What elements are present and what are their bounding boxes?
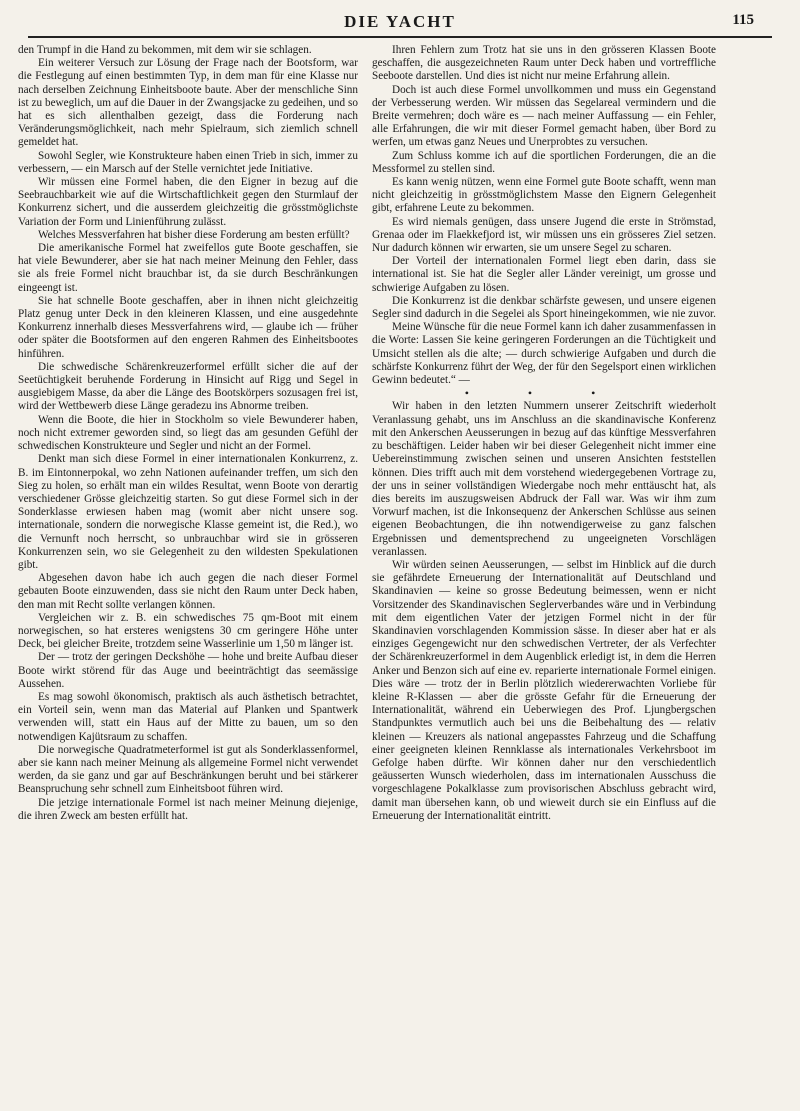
paragraph: Zum Schluss komme ich auf die sportlichen Forderungen, die an die Messformel zu stellen sind. <box>372 149 716 175</box>
paragraph: Die Konkurrenz ist die denkbar schärfste gewesen, und unsere eigenen Segler sind dadurch in die Segelei als Sport hineingekommen, wie nie zuvor. <box>372 294 716 321</box>
paragraph: Die norwegische Quadratmeterformel ist gut als Sonderklassenformel, aber sie kann nach meiner Meinung als allgemeine Formel nicht verwendet werden, da sie ganz und gar auf Beschränkungen beruht und bei stärkerer Beanspruchung sehr schnell zum Einheitsboot führen wird. <box>18 743 358 796</box>
paragraph: Es wird niemals genügen, dass unsere Jugend die erste in Strömstad, Grenaa oder im Flaekkefjord ist, wir müssen uns ein grösseres Ziel setzen. Nur dadurch können wir erwarten, sie um unsere Segel zu scharen. <box>372 215 716 255</box>
paragraph: Es kann wenig nützen, wenn eine Formel gute Boote schafft, wenn man nicht gleichzeitig in grösstmöglichstem Masse den Eignern Gelegenheit gibt, erfahrene Leute zu bekommen. <box>372 176 716 215</box>
paragraph: Die amerikanische Formel hat zweifellos gute Boote geschaffen, sie hat viele Bewunderer, aber sie hat nach meiner Meinung den Fehler, dass sie als freie Formel nicht brauchbar ist, da sie durch Beschränkungen eingeengt ist. <box>18 242 358 294</box>
paragraph: Die jetzige internationale Formel ist nach meiner Meinung diejenige, die ihren Zweck am besten erfüllt hat. <box>18 796 358 822</box>
paragraph: Die schwedische Schärenkreuzerformel erfüllt sicher die auf der Seetüchtigkeit beruhende Forderung in Hinsicht auf Rigg und Segel in ausgiebigem Masse, da aber die Länge des Bootskörpers sozusagen frei ist, wird der Wettbewerb diese Länge geradezu ins Abnorme treiben. <box>18 360 358 413</box>
section-separator: • • • <box>464 386 624 401</box>
running-title: DIE YACHT <box>344 12 456 31</box>
paragraph: Ein weiterer Versuch zur Lösung der Frage nach der Bootsform, war die Festlegung auf einen bestimmten Typ, in dem man für eine Klasse nur nach derselben Zeichnung Einheitsboote baute. Aber der menschliche Sinn ist zu beweglich, um auf die Dauer in der Zwangsjacke zu gedeihen, und so hat es sich allenthalben gezeigt, dass die Forderung nach Veränderungsmöglichkeit, nach mehr Spielraum, sich ziemlich schnell gemeldet hat. <box>18 57 358 149</box>
paragraph: Welches Messverfahren hat bisher diese Forderung am besten erfüllt? <box>38 228 350 241</box>
paragraph: Sie hat schnelle Boote geschaffen, aber in ihnen nicht gleichzeitig Platz genug unter Deck in den kleineren Klassen, und eine ausgedehnte Konkurrenz innerhalb dieses Messverfahrens wird, — glaube ich — früher oder später die Bootsformen auf den engeren Rahmen des Einheitsbootes hinführen. <box>18 294 358 360</box>
paragraph: Wir müssen eine Formel haben, die den Eigner in bezug auf die Seebrauchbarkeit wie auf die Wirtschaftlichkeit gegen den Sturmlauf der Konkurrenz sichert, und die ausserdem gleichzeitig die grösstmöglichste Variation der Form und Linienführung zulässt. <box>18 176 358 228</box>
paragraph: Der — trotz der geringen Deckshöhe — hohe und breite Aufbau dieser Boote wirkt störend für das Auge und beeinträchtigt das seemässige Aussehen. <box>18 651 358 690</box>
paragraph: Wir würden seinen Aeusserungen, — selbst im Hinblick auf die durch sie gefährdete Erneuerung der Internationalität auf Deutschland und Skandinavien — keine so grosse Bedeutung beimessen, wenn er nicht Vorsitzender des Skandinavischen Seglerverbandes wäre und in Verbindung mit dem eigentlichen Vater der jetzigen Formel nicht in der für Skandinavien vorschlagenden Kommission sässe. In dieser aber hat er als einziges Gegengewicht nur den schwedischen Vertreter, der als Verfechter der Schärenkreuzerformel in dem Augenblick erledigt ist, in dem die Herren Anker und Benzon sich auf eine ev. reparierte internationale Formel einigen. Dies wäre — trotz der in Berlin plötzlich wiedererwachten Vorliebe für kleine R-Klassen — aber die grösste Gefahr für die Erneuerung der Internationalität, während ein Ueberwiegen des Prof. Ljungbergschen Standpunktes vermutlich auch bei uns die Beibehaltung des — relativ kleinen — Kreuzers als national angepasstes Fahrzeug und die Schaffung einer geeigneten kleinen Rennklasse als internationales Verkehrsboot im Gefolge haben dürfte. Wir können daher nur den verschiedentlich geäusserten Wunsch wiederholen, dass im internationalen Ausschuss die vorgeschlagene Pokalklasse zum provisorischen Abschluss gebracht wird, damit man übersehen kann, ob und wieweit durch sie ein Einfluss auf die Erneuerung der Internationalität eintritt. <box>372 558 716 822</box>
paragraph: Doch ist auch diese Formel unvollkommen und muss ein Gegenstand der Verbesserung werden. Wir müssen das Segelareal vermindern und die Breite vermehren; doch wäre es — nach meiner Auffassung — ein Fehler, alle Erfahrungen, die wir mit dieser Formel gemacht haben, über Bord zu werfen, um etwas ganz Neues und Unerprobtes zu versuchen. <box>372 83 716 149</box>
paragraph: Wenn die Boote, die hier in Stockholm so viele Bewunderer haben, noch nicht extremer geworden sind, so liegt das am gesunden Gefühl der schwedischen Konstrukteure und Segler und nicht an der Formel. <box>18 413 358 453</box>
paragraph: Abgesehen davon habe ich auch gegen die nach dieser Formel gebauten Boote einzuwenden, dass sie nicht den Raum unter Deck haben, den man mit Recht sollte verlangen können. <box>18 572 358 611</box>
paragraph: Wir haben in den letzten Nummern unserer Zeitschrift wiederholt Veranlassung gehabt, uns im Anschluss an die skandinavische Konferenz mit den Ankerschen Aeusserungen in bezug auf das künftige Messverfahren zu beschäftigen. Leider haben wir bei dieser Gelegenheit nicht immer eine Uebereinstimmung zwischen seinen und unseren Ansichten feststellen können. Dies trifft auch mit dem vorstehend wiedergegebenen Vortrage zu, der uns in seiner vollständigen Wiedergabe noch mehr enttäuscht hat, als dies bereits im auszugsweisen Abdruck der Fall war. Was wir ihm zum Vorwurf machen, ist die Inkonsequenz der Ankerschen Schlüsse aus seinen eigenen Beobachtungen, die ihn notwendigerweise zu ganz falschen Ergebnissen und dementsprechend zu ungeeigneten Vorschlägen veranlassen. <box>372 400 716 558</box>
paragraph: Meine Wünsche für die neue Formel kann ich daher zusammenfassen in die Worte: Lassen Sie keine geringeren Forderungen an die Tüchtigkeit und Umsicht stellen als die alte; — durch schwierige Aufgaben und durch die schärfste Konkurrenz führt der Weg, der für den Segelsport einen wirklichen Gewinn bedeutet.“ — <box>372 321 716 387</box>
page-header <box>0 10 800 38</box>
paragraph: Es mag sowohl ökonomisch, praktisch als auch ästhetisch betrachtet, ein Vorteil sein, wenn man das Material auf Planken und Spantwerk verwenden will, statt ein Haus auf der Mitte zu bauen, um so den notwendigen Kajütsraum zu schaffen. <box>18 690 358 743</box>
right-column <box>372 44 716 823</box>
page-number: 115 <box>732 12 754 28</box>
left-column <box>18 44 358 823</box>
paragraph: den Trumpf in die Hand zu bekommen, mit dem wir sie schlagen. <box>18 44 312 56</box>
paragraph: Denkt man sich diese Formel in einer internationalen Konkurrenz, z. B. im Eintonnerpokal, wo zehn Nationen aufeinander treffen, um sich den Sieg zu holen, so erhält man ein wildes Resultat, wenn Boote von derartig verschiedener Grösse gleichzeitig starten. So gut diese Formel sich in der Sonderklasse erwiesen haben mag (womit aber nicht unsere sog. internationale, sondern die norwegische Klasse gemeint ist, die Red.), wo die Vernunft noch herrscht, so unbrauchbar wird sie in grösseren Konkurrenzen sein, wo sie Gelegenheit zu den wildesten Spekulationen gibt. <box>18 453 358 571</box>
paragraph: Ihren Fehlern zum Trotz hat sie uns in den grösseren Klassen Boote geschaffen, die ausgezeichneten Raum unter Deck haben und vortreffliche Seeboote darstellen. Und dies ist nicht nur meine Erfahrung allein. <box>372 44 716 83</box>
paragraph: Sowohl Segler, wie Konstrukteure haben einen Trieb in sich, immer zu verbessern, — ein Marsch auf der Stelle vernichtet jede Initiative. <box>18 149 358 175</box>
header-rule <box>28 36 772 38</box>
paragraph: Der Vorteil der internationalen Formel liegt eben darin, dass sie international ist. Sie hat die Segler aller Länder vereinigt, um grosse und schwierige Aufgaben zu lösen. <box>372 255 716 294</box>
paragraph: Vergleichen wir z. B. ein schwedisches 75 qm-Boot mit einem norwegischen, so hat ersteres wenigstens 30 cm geringere Höhe unter Deck, bei gleicher Breite, trotzdem seine Wasserlinie um 1,50 m länger ist. <box>18 611 358 651</box>
